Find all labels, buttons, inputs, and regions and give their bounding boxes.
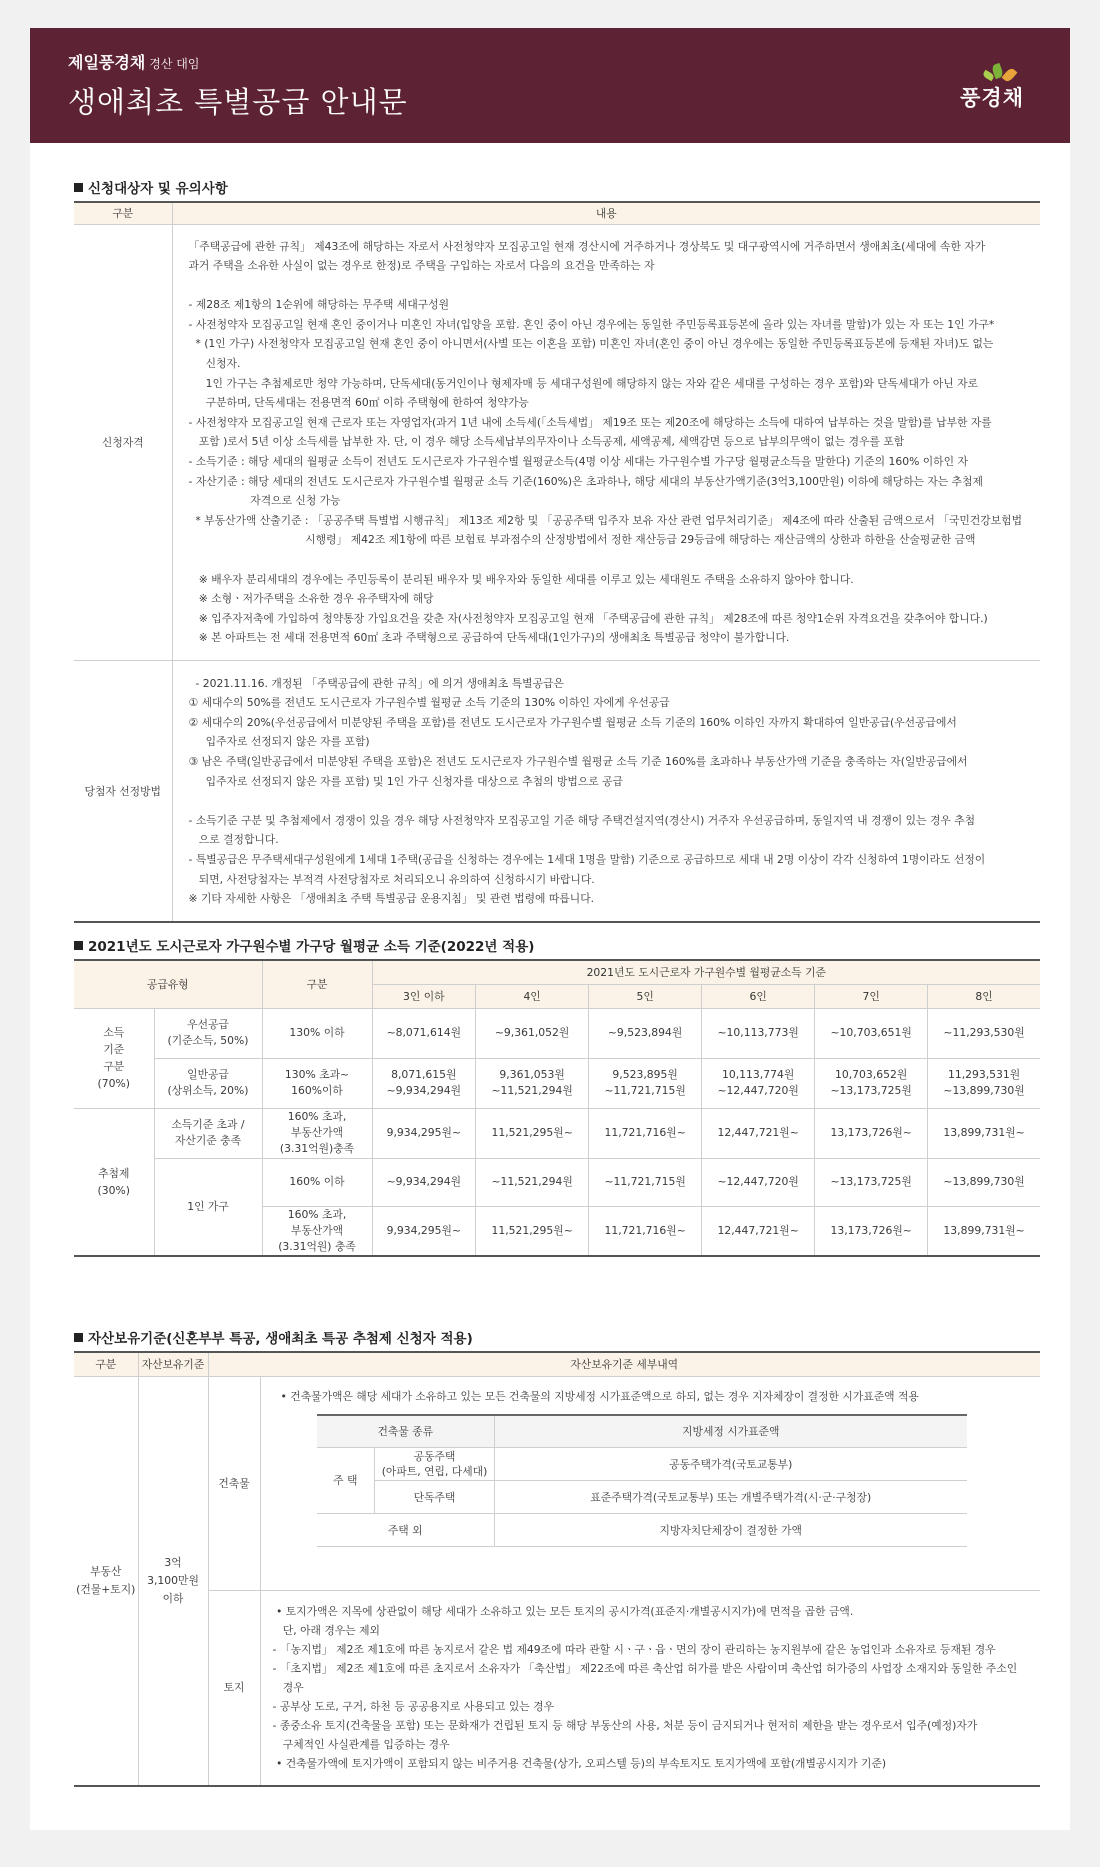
inner-col-kind: 건축물 종류: [317, 1415, 495, 1448]
table-row: [74, 1008, 1040, 1058]
content-line: 구체적인 사실관계를 입증하는 경우: [272, 1738, 450, 1752]
asset-criterion: 3억 3,100만원 이하: [138, 1376, 208, 1786]
content-line: - 사전청약자 모집공고일 현재 근로자 또는 자영업자(과거 1년 내에 소득세(「소득세법」 제19조 또는 제20조에 해당하는 소득에 대하여 납부하는 것을 말함)를 납부한 자를: [188, 415, 992, 429]
income-value: 13,173,726원~: [815, 1108, 928, 1158]
content-line: - 소득기준 구분 및 추첨제에서 경쟁이 있을 경우 해당 사전청약자 모집공고일 기준 해당 주택건설지역(경산시) 거주자 우선공급하며, 동일지역 내 경쟁이 있는 경우 추첨: [188, 813, 976, 827]
table-row: [74, 1058, 1040, 1108]
content-line: - 공부상 도로, 구거, 하천 등 공공용지로 사용되고 있는 경우: [272, 1700, 555, 1714]
content-line: ※ 본 아파트는 전 세대 전용면적 60㎡ 초과 주택형으로 공급하여 단독세대(1인가구)의 생애최초 특별공급 청약이 불가합니다.: [188, 631, 790, 645]
table-row: [74, 224, 1040, 660]
income-value: 9,361,053원 ~11,521,294원: [476, 1058, 589, 1108]
content-line: - 「농지법」 제2조 제1호에 따른 농지로서 같은 법 제49조에 따라 관할 시ㆍ구ㆍ읍ㆍ면의 장이 관리하는 농지원부에 같은 농업인과 소유자로 등재된 경우: [272, 1643, 996, 1657]
content-line: 「주택공급에 관한 규칙」 제43조에 해당하는 자로서 사전청약자 모집공고일 현재 경산시에 거주하거나 경상북도 및 대구광역시에 거주하면서 생애최초(세대에 속한 자가: [188, 239, 986, 253]
content-line: ※ 소형ㆍ저가주택을 소유한 경우 유주택자에 해당: [188, 592, 434, 606]
content-lines: [189, 674, 1025, 909]
content-line: ※ 기타 자세한 사항은 「생애최초 주택 특별공급 운용지침」 및 관련 법령에 따릅니다.: [188, 892, 595, 906]
col-head-detail: 자산보유기준 세부내역: [208, 1352, 1040, 1376]
inner-housing: 주 택: [317, 1448, 375, 1514]
content-lines: [189, 237, 1025, 648]
inner-row: [317, 1481, 967, 1514]
supply-type: 일반공급 (상위소득, 20%): [154, 1058, 262, 1108]
content-line: * (1인 가구) 사전청약자 모집공고일 현재 혼인 중이 아니면서(사별 또는 이혼을 포함) 미혼인 자녀(혼인 중이 아닌 경우에는 동일한 주민등록표등본에 등재된 자녀)도 없는: [188, 337, 994, 351]
table-row: [74, 1590, 1040, 1786]
leaf-icon: [1002, 67, 1018, 84]
supply-type: 우선공급 (기준소득, 50%): [154, 1008, 262, 1058]
land-lines: [273, 1602, 1029, 1773]
land-label: 토지: [208, 1590, 260, 1786]
content-line: • 건축물가액에 토지가액이 포함되지 않는 비주거용 건축물(상가, 오피스텔 등)의 부속토지도 토지가액에 포함(개별공시지가 기준): [272, 1757, 887, 1771]
content-line: 입주자로 선정되지 않은 자를 포함) 및 1인 가구 신청자를 대상으로 추첨의 방법으로 공급: [188, 774, 623, 788]
income-value: ~9,523,894원: [589, 1008, 702, 1058]
col-head-size: 7인: [815, 984, 928, 1008]
group-income: 소득 기준 구분 (70%): [74, 1008, 154, 1108]
income-value: 11,293,531원 ~13,899,730원: [928, 1058, 1040, 1108]
content-line: - 「초지법」 제2조 제1호에 따른 초지로서 소유자가 「축산법」 제22조에 따른 축산업 허가를 받은 사람이며 축산업 허가증의 사업장 소재지와 동일한 주소인: [272, 1662, 1018, 1676]
content-line: ※ 입주자저축에 가입하여 청약통장 가입요건을 갖춘 자(사전청약자 모집공고일 현재 「주택공급에 관한 규칙」 제28조에 따른 청약1순위 자격요건을 갖추어야 합니다.): [188, 611, 988, 625]
col-head-size: 4인: [476, 984, 589, 1008]
table-row: [74, 1376, 1040, 1590]
income-criterion: 160% 초과, 부동산가액 (3.31억원) 충족: [262, 1206, 372, 1256]
content-line: 단, 아래 경우는 제외: [272, 1624, 380, 1638]
row-content-eligibility: [172, 224, 1040, 660]
income-criterion: 130% 이하: [262, 1008, 372, 1058]
table-row: [74, 660, 1040, 922]
col-head-gubun: 구분: [74, 1352, 138, 1376]
table-header-row: [74, 1352, 1040, 1376]
inner-col-value: 지방세정 시가표준액: [495, 1415, 967, 1448]
inner-value: 공동주택가격(국토교통부): [495, 1448, 967, 1481]
inner-value: 지방자치단체장이 결정한 가액: [495, 1514, 967, 1547]
income-value: ~13,173,725원: [815, 1158, 928, 1206]
content-line: ② 세대수의 20%(우선공급에서 미분양된 주택을 포함)를 전년도 도시근로자 가구원수별 월평균 소득 기준의 160% 이하인 자까지 확대하여 일반공급(우선공급에서: [188, 715, 957, 729]
content-line: 시행령」 제42조 제1항에 따른 보험료 부과점수의 산정방법에서 정한 재산등급 29등급에 해당하는 재산금액의 상한과 하한을 산술평균한 금액: [188, 533, 976, 547]
income-value: 12,447,721원~: [702, 1108, 815, 1158]
square-bullet-icon: [74, 183, 83, 192]
col-head-size: 3인 이하: [372, 984, 476, 1008]
content-line: ③ 남은 주택(일반공급에서 미분양된 주택을 포함)은 전년도 도시근로자 가구원수별 월평균 소득 기준 160%를 초과하나 부동산가액 기준을 충족하는 자(일반공급에서: [188, 755, 968, 769]
inner-row: [317, 1514, 967, 1547]
asset-table: [74, 1351, 1040, 1787]
income-value: 13,899,731원~: [928, 1206, 1040, 1256]
building-detail: [260, 1376, 1040, 1590]
content-line: 신청자.: [188, 357, 241, 371]
col-head-size: 6인: [702, 984, 815, 1008]
col-head-size: 5인: [589, 984, 702, 1008]
income-value: ~11,521,294원: [476, 1158, 589, 1206]
section-title: 신청대상자 및 유의사항: [74, 176, 1040, 198]
income-value: ~9,934,294원: [372, 1158, 476, 1206]
square-bullet-icon: [74, 1333, 83, 1342]
income-criterion: 160% 이하: [262, 1158, 372, 1206]
content-line: - 특별공급은 무주택세대구성원에게 1세대 1주택(공급을 신청하는 경우에는 1세대 1명을 말함) 기준으로 공급하므로 세대 내 2명 이상이 각각 신청하여 1명이라도 선정이: [188, 853, 986, 866]
building-note: • 건축물가액은 해당 세대가 소유하고 있는 모든 건축물의 지방세정 시가표준액으로 하되, 없는 경우 지자체장이 결정한 시가표준액 적용: [280, 1389, 919, 1403]
content-line: 자격으로 신청 가능: [188, 494, 341, 508]
table-row: [74, 1108, 1040, 1158]
income-value: ~11,293,530원: [928, 1008, 1040, 1058]
building-price-table: [317, 1414, 967, 1548]
content-line: 구분하며, 단독세대는 전용면적 60㎡ 이하 주택형에 한하여 청약가능: [188, 396, 529, 410]
page-title: 생애최초 특별공급 안내문: [68, 85, 408, 119]
row-label-selection: 당첨자 선정방법: [74, 660, 172, 922]
income-value: ~9,361,052원: [476, 1008, 589, 1058]
income-value: 12,447,721원~: [702, 1206, 815, 1256]
brand-sub: 경산 대임: [149, 57, 200, 71]
table-header-row: [74, 202, 1040, 224]
income-body: [74, 1008, 1040, 1256]
income-value: 10,113,774원 ~12,447,720원: [702, 1058, 815, 1108]
income-value: 10,703,652원 ~13,173,725원: [815, 1058, 928, 1108]
content-line: 경우: [272, 1681, 304, 1695]
square-bullet-icon: [74, 941, 83, 950]
notice-page: [30, 28, 1070, 1830]
content-line: * 부동산가액 산출기준 : 「공공주택 특별법 시행규칙」 제13조 제2항 및 「공공주택 입주자 보유 자산 관련 업무처리기준」 제4조에 따라 산출된 금액으로서 「국민건강보험법: [188, 513, 1023, 527]
content-line: 입주자로 선정되지 않은 자를 포함): [188, 735, 370, 749]
col-head-size: 8인: [928, 984, 1040, 1008]
col-head-type: 공급유형: [74, 960, 262, 1008]
section-eligibility: [74, 176, 1040, 923]
supply-type: 소득기준 초과 / 자산기준 충족: [154, 1108, 262, 1158]
brand-line: [68, 50, 199, 73]
section-title: 2021년도 도시근로자 가구원수별 가구당 월평균 소득 기준(2022년 적용): [74, 934, 1040, 956]
asset-category: 부동산 (건물+토지): [74, 1376, 138, 1786]
content-line: - 2021.11.16. 개정된 「주택공급에 관한 규칙」에 의거 생애최초 특별공급은: [188, 676, 564, 690]
income-value: 11,721,716원~: [589, 1206, 702, 1256]
content-line: 되면, 사전당첨자는 부적격 사전당첨자로 처리되오니 유의하여 신청하시기 바랍니다.: [188, 872, 595, 886]
income-value: 13,173,726원~: [815, 1206, 928, 1256]
content-line: - 종중소유 토지(건축물을 포함) 또는 문화재가 건립된 토지 등 해당 부동산의 사용, 처분 등이 금지되거나 현저히 제한을 받는 경우로서 입주(예정)자가: [272, 1719, 978, 1733]
group-lottery: 추첨제 (30%): [74, 1108, 154, 1256]
income-criterion: 130% 초과~ 160%이하: [262, 1058, 372, 1108]
content-line: 으로 결정합니다.: [188, 833, 279, 847]
income-value: ~13,899,730원: [928, 1158, 1040, 1206]
content-line: - 사전청약자 모집공고일 현재 혼인 중이거나 미혼인 자녀(입양을 포함. 혼인 중이 아닌 경우에는 동일한 주민등록표등본에 올라 있는 자녀를 말함)가 있는 자 또는 1인 가구*: [188, 317, 995, 331]
income-value: 11,521,295원~: [476, 1108, 589, 1158]
content-line: [189, 550, 1025, 570]
content-line: [189, 791, 1025, 811]
table-header-row: [74, 960, 1040, 984]
land-detail: [260, 1590, 1040, 1786]
section-income: [74, 934, 1040, 1257]
content-line: • 토지가액은 지목에 상관없이 해당 세대가 소유하고 있는 모든 토지의 공시가격(표준지·개별공시지가)에 면적을 곱한 금액.: [272, 1605, 854, 1619]
inner-value: 표준주택가격(국토교통부) 또는 개별주택가격(시·군·구청장): [495, 1481, 967, 1514]
row-label-eligibility: 신청자격: [74, 224, 172, 660]
income-table: [74, 959, 1040, 1257]
col-head-gubun: 구분: [262, 960, 372, 1008]
income-value: 9,934,295원~: [372, 1206, 476, 1256]
income-value: ~10,113,773원: [702, 1008, 815, 1058]
income-criterion: 160% 초과, 부동산가액 (3.31억원)충족: [262, 1108, 372, 1158]
inner-kind: 단독주택: [375, 1481, 495, 1514]
content-line: 포함 )로서 5년 이상 소득세를 납부한 자. 단, 이 경우 해당 소득세납부의무자이나 소득공제, 세액공제, 세액감면 등으로 납부의무액이 없는 경우를 포함: [188, 435, 905, 449]
content-line: - 소득기준 : 해당 세대의 월평균 소득이 전년도 도시근로자 가구원수별 월평균소득(4명 이상 세대는 가구원수별 가구당 월평균소득을 말한다) 기준의 160% 이하인 자: [188, 455, 968, 469]
header-banner: [30, 28, 1070, 143]
supply-type: 1인 가구: [154, 1158, 262, 1256]
content-line: ※ 배우자 분리세대의 경우에는 주민등록이 분리된 배우자 및 배우자와 동일한 세대를 이루고 있는 세대원도 주택을 소유하지 않아야 합니다.: [188, 572, 854, 586]
content-line: - 제28조 제1항의 1순위에 해당하는 무주택 세대구성원: [188, 298, 450, 312]
income-value: ~10,703,651원: [815, 1008, 928, 1058]
content-line: 과거 주택을 소유한 사실이 없는 경우로 한정)로 주택을 구입하는 자로서 다음의 요건을 만족하는 자: [188, 259, 655, 273]
logo-text: 풍경채: [960, 86, 1024, 110]
table-row: [74, 1158, 1040, 1206]
content-line: ① 세대수의 50%를 전년도 도시근로자 가구원수별 월평균 소득 기준의 130% 이하인 자에게 우선공급: [188, 696, 670, 710]
inner-row: [317, 1448, 967, 1481]
income-value: ~12,447,720원: [702, 1158, 815, 1206]
col-head-group: 2021년도 도시근로자 가구원수별 월평균소득 기준: [372, 960, 1040, 984]
inner-kind: 주택 외: [317, 1514, 495, 1547]
col-head-criterion: 자산보유기준: [138, 1352, 208, 1376]
logo: [934, 62, 1024, 112]
content-line: - 자산기준 : 해당 세대의 전년도 도시근로자 가구원수별 월평균 소득 기준(160%)은 초과하나, 해당 세대의 부동산가액기준(3억3,100만원) 이하에 해당하는 자는 추첨제: [188, 474, 983, 488]
eligibility-table: [74, 201, 1040, 923]
section-title: 자산보유기준(신혼부부 특공, 생애최초 특공 추첨제 신청자 적용): [74, 1326, 1040, 1348]
content-line: [189, 276, 1025, 296]
content-line: 1인 가구는 추첨제로만 청약 가능하며, 단독세대(동거인이나 형제자매 등 세대구성원에 해당하지 않는 자와 같은 세대를 구성하는 경우 포함)와 단독세대가 아닌 자로: [188, 376, 978, 390]
income-value: 11,521,295원~: [476, 1206, 589, 1256]
inner-header-row: [317, 1415, 967, 1448]
col-head-gubun: 구분: [74, 202, 172, 224]
col-head-content: 내용: [172, 202, 1040, 224]
brand-name: 제일풍경채: [68, 53, 146, 72]
income-value: ~8,071,614원: [372, 1008, 476, 1058]
inner-kind: 공동주택 (아파트, 연립, 다세대): [375, 1448, 495, 1481]
income-value: ~11,721,715원: [589, 1158, 702, 1206]
section-assets: [74, 1326, 1040, 1787]
income-value: 13,899,731원~: [928, 1108, 1040, 1158]
row-content-selection: [172, 660, 1040, 922]
building-label: 건축물: [208, 1376, 260, 1590]
income-value: 8,071,615원 ~9,934,294원: [372, 1058, 476, 1108]
income-value: 11,721,716원~: [589, 1108, 702, 1158]
income-value: 9,523,895원 ~11,721,715원: [589, 1058, 702, 1108]
income-value: 9,934,295원~: [372, 1108, 476, 1158]
